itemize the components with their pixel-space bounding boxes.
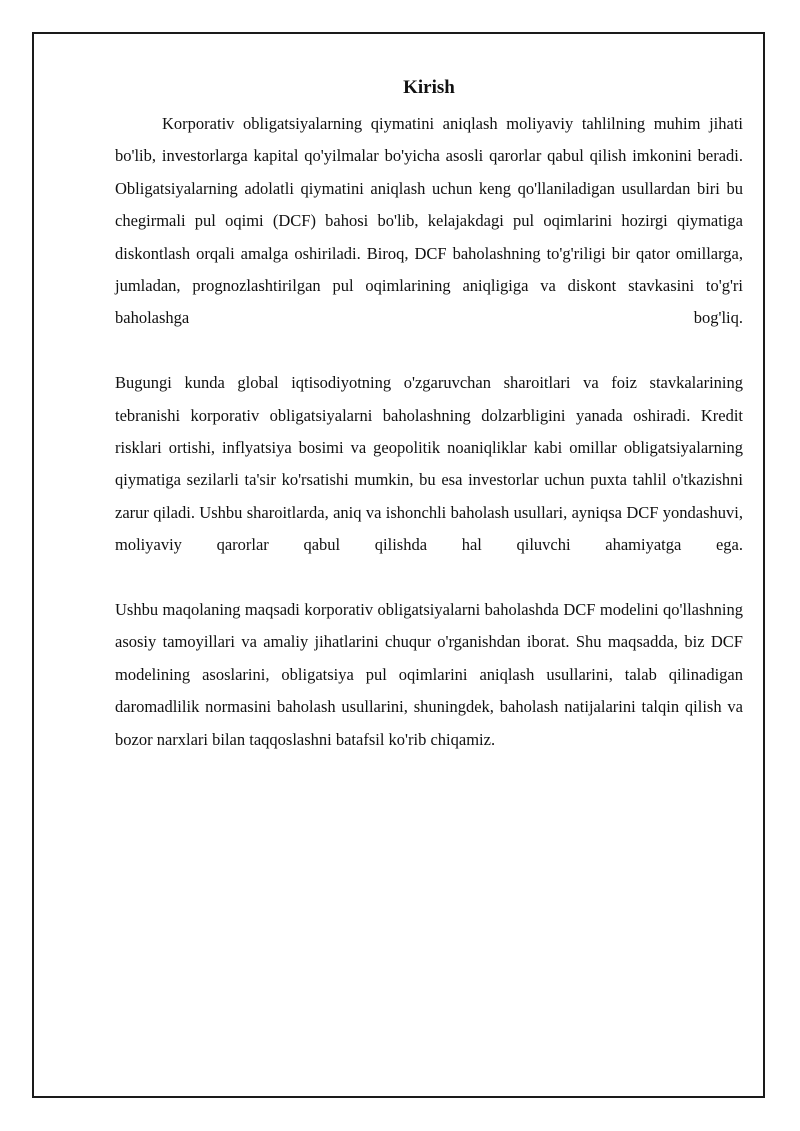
document-body bbox=[115, 74, 743, 756]
paragraph-spacer bbox=[115, 335, 743, 367]
paragraph-spacer bbox=[115, 562, 743, 594]
paragraph-context: Bugungi kunda global iqtisodiyotning o'zgaruvchan sharoitlari va foiz stavkalarining tebranishi korporativ obligatsiyalarni baholashning dolzarbligini yanada oshiradi. Kredit risklari ortishi, inflyatsiya bosimi va geopolitik noaniqliklar kabi omillar obligatsiyalarning qiymatiga sezilarli ta'sir ko'rsatishi mumkin, bu esa investorlar uchun puxta tahlil o'tkazishni zarur qiladi. Ushbu sharoitlarda, aniq va ishonchli baholash usullari, ayniqsa DCF yondashuvi, moliyaviy qarorlar qabul qilishda hal qiluvchi ahamiyatga ega. bbox=[115, 373, 743, 555]
page-title: Kirish bbox=[403, 77, 455, 98]
paragraph-purpose: Ushbu maqolaning maqsadi korporativ obligatsiyalarni baholashda DCF modelini qo'llashning asosiy tamoyillari va amaliy jihatlarini chuqur o'rganishdan iborat. Shu maqsadda, biz DCF modelining asoslarini, obligatsiya pul oqimlarini aniqlash usullarini, talab qilinadigan daromadlilik normasini baholash usullarini, shuningdek, baholash natijalarini talqin qilish va bozor narxlari bilan taqqoslashni batafsil ko'rib chiqamiz. bbox=[115, 600, 743, 749]
paragraph-intro: Korporativ obligatsiyalarning qiymatini aniqlash moliyaviy tahlilning muhim jihati bo'lib, investorlarga kapital qo'yilmalar bo'yicha asosli qarorlar qabul qilish imkonini beradi. Obligatsiyalarning adolatli qiymatini aniqlash uchun keng qo'llaniladigan usullardan biri bu chegirmali pul oqimi (DCF) bahosi bo'lib, kelajakdagi pul oqimlarini hozirgi qiymatiga diskontlash orqali amalga oshiriladi. Biroq, DCF baholashning to'g'riligi bir qator omillarga, jumladan, prognozlashtirilgan pul oqimlarining aniqligiga va diskont stavkasini to'g'ri baholashga bog'liq. bbox=[115, 114, 743, 328]
